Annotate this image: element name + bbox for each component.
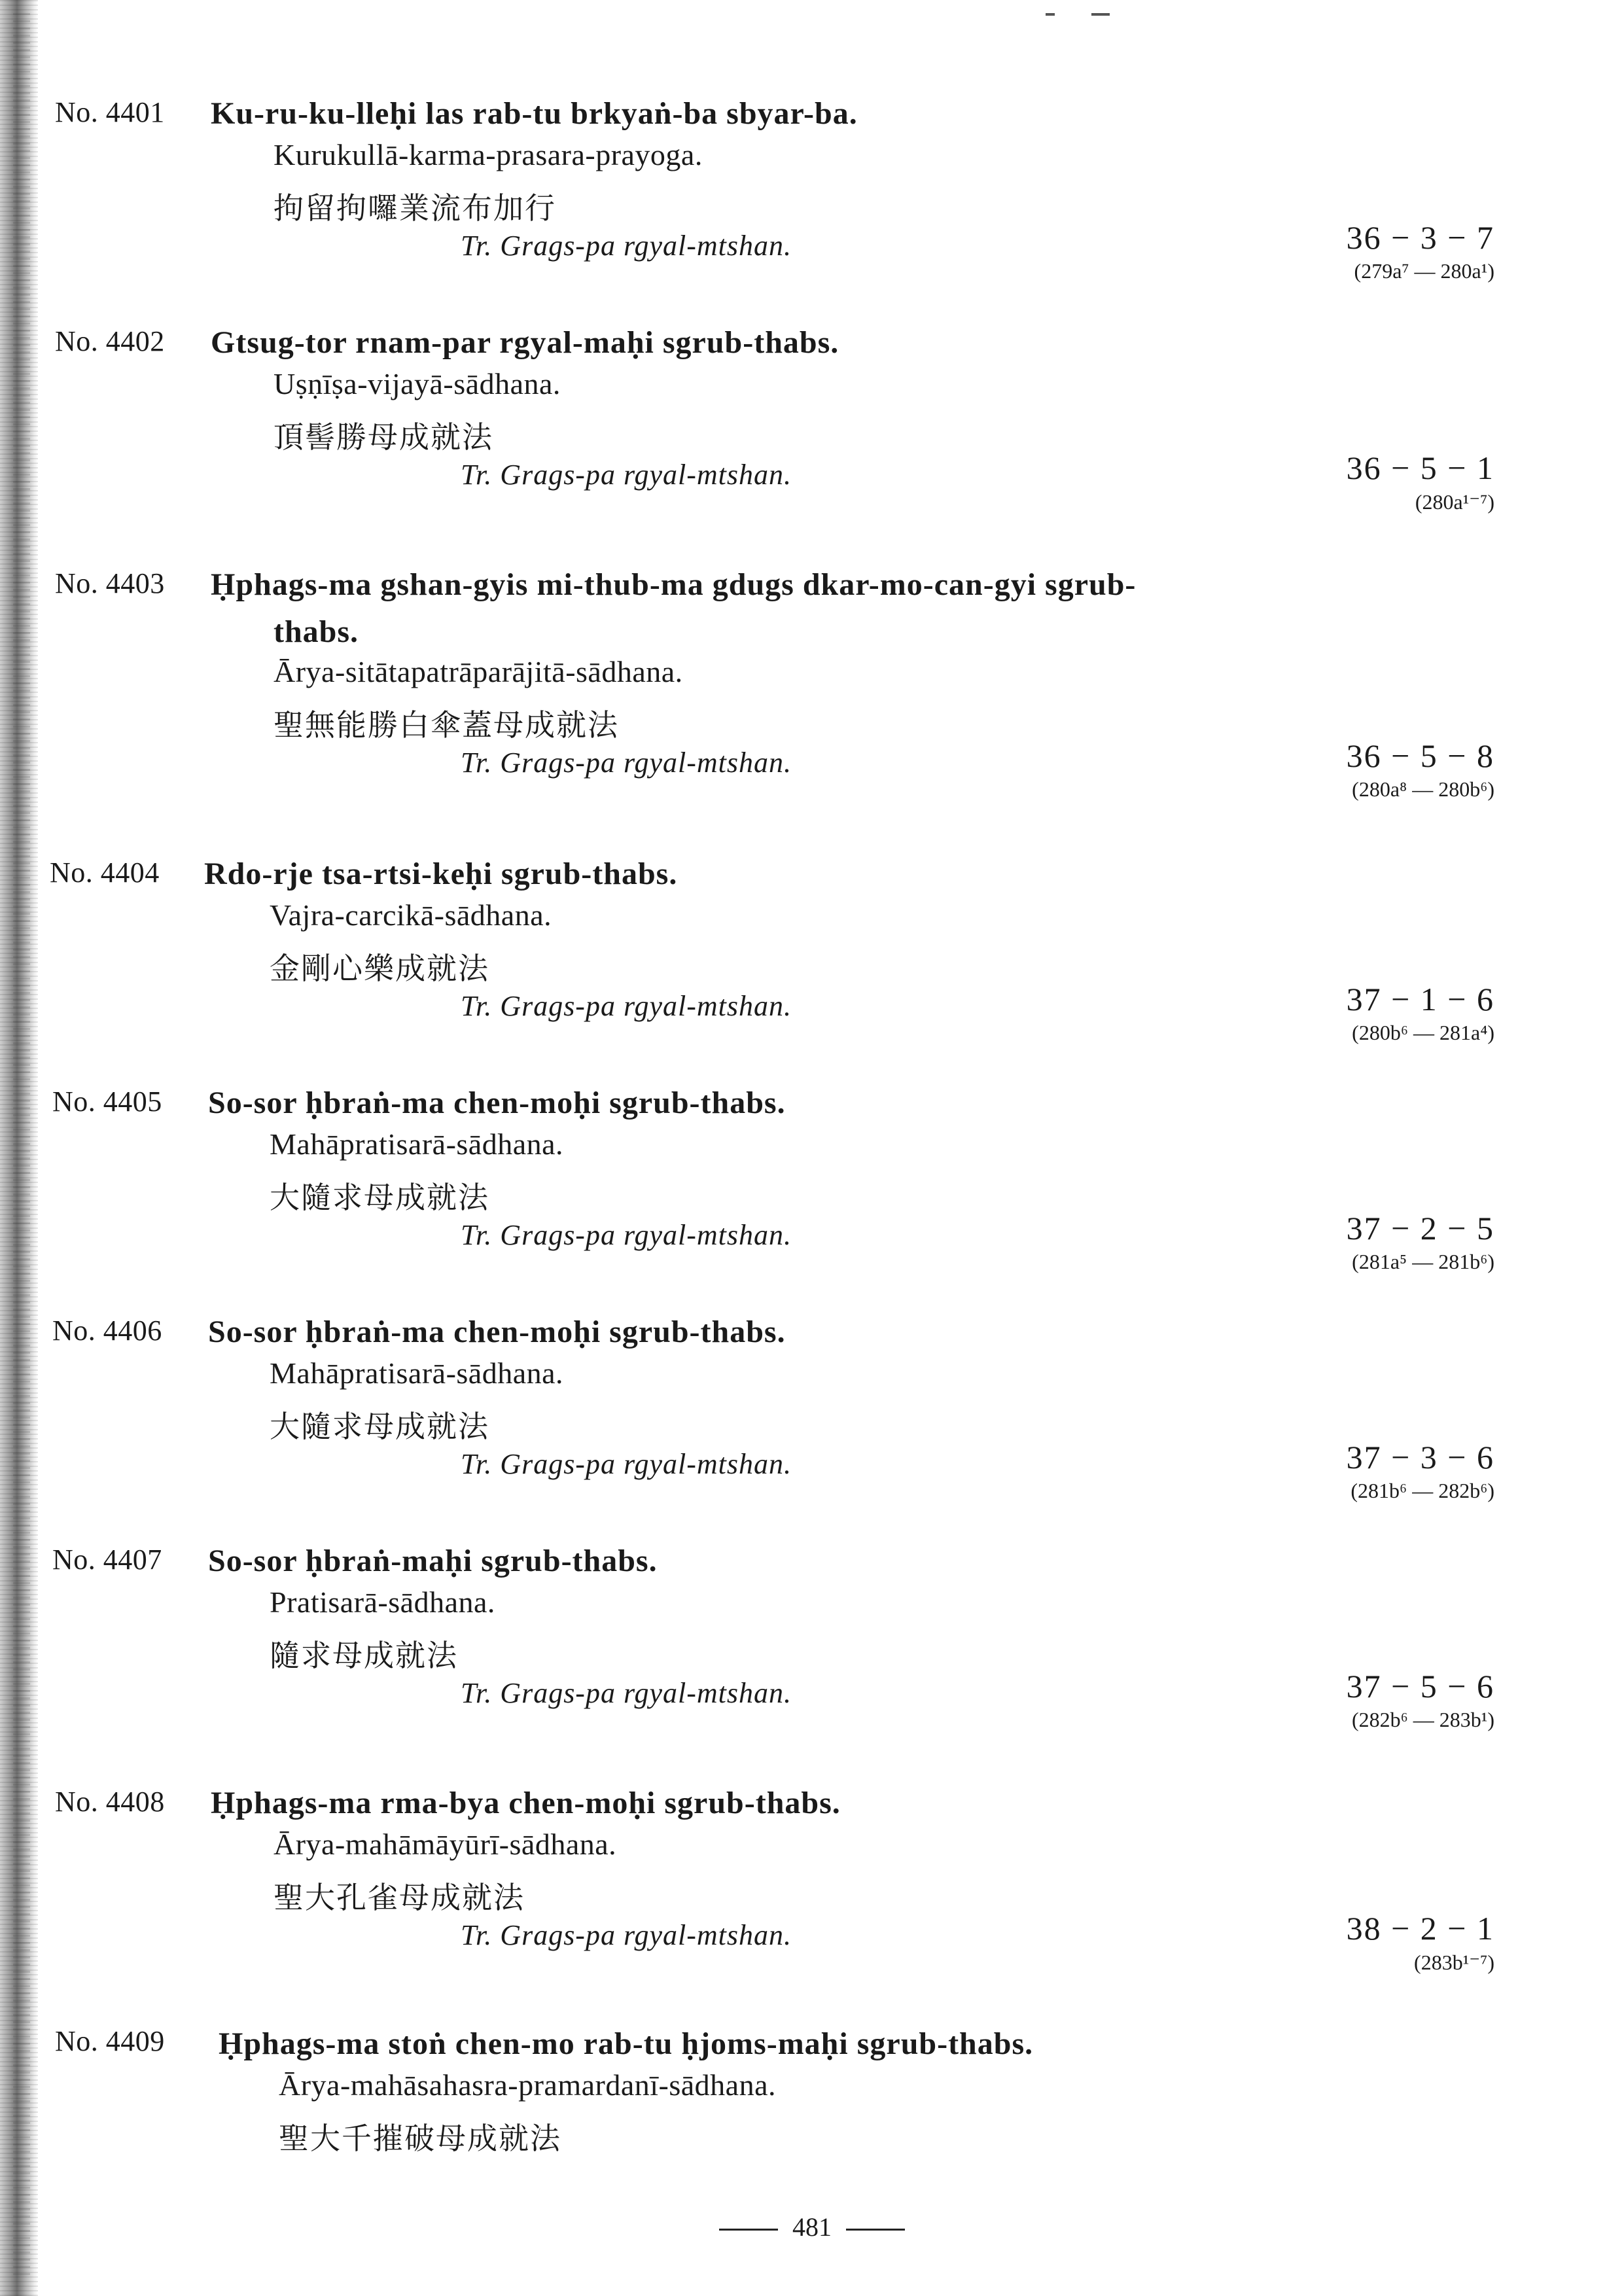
page-footer — [0, 2212, 1624, 2242]
chinese-title: 聖無能勝白傘蓋母成就法 — [274, 707, 619, 743]
tibetan-title: Ḥphags-ma stoṅ chen-mo rab-tu ḥjoms-maḥi sgrub-thabs. — [219, 2026, 1034, 2061]
translator: Tr. Grags-pa rgyal-mtshan. — [461, 990, 792, 1022]
translator: Tr. Grags-pa rgyal-mtshan. — [461, 1919, 792, 1951]
sanskrit-title: Pratisarā-sādhana. — [270, 1585, 495, 1619]
footer-dash-left — [719, 2229, 778, 2231]
folio-reference: (280a⁸ — 280b⁶) — [1352, 777, 1494, 801]
entry-number: No. 4408 — [55, 1786, 165, 1818]
tibetan-title-continued: thabs. — [274, 614, 359, 649]
volume-reference: 36 − 3 − 7 — [1346, 219, 1494, 256]
volume-reference: 37 − 1 − 6 — [1346, 981, 1494, 1017]
sanskrit-title: Ārya-sitātapatrāparājitā-sādhana. — [274, 655, 683, 688]
tibetan-title: Ḥphags-ma rma-bya chen-moḥi sgrub-thabs. — [211, 1786, 841, 1820]
folio-reference: (280a¹⁻⁷) — [1415, 490, 1494, 514]
tibetan-title: Rdo-rje tsa-rtsi-keḥi sgrub-thabs. — [204, 857, 678, 891]
sanskrit-title: Ārya-mahāsahasra-pramardanī-sādhana. — [279, 2068, 776, 2102]
chinese-title: 大隨求母成就法 — [270, 1409, 489, 1444]
folio-reference: (281a⁵ — 281b⁶) — [1352, 1250, 1494, 1273]
tibetan-title: Ku-ru-ku-lleḥi las rab-tu brkyaṅ-ba sbyar-ba. — [211, 96, 858, 131]
chinese-title: 隨求母成就法 — [270, 1638, 458, 1673]
chinese-title: 金剛心樂成就法 — [270, 951, 489, 986]
page-number: 481 — [792, 2212, 832, 2242]
sanskrit-title: Mahāpratisarā-sādhana. — [270, 1127, 564, 1161]
chinese-title: 聖大孔雀母成就法 — [274, 1880, 525, 1915]
translator: Tr. Grags-pa rgyal-mtshan. — [461, 1448, 792, 1480]
chinese-title: 頂髻勝母成就法 — [274, 419, 493, 455]
entry-number: No. 4409 — [55, 2025, 165, 2057]
volume-reference: 38 − 2 − 1 — [1346, 1910, 1494, 1947]
folio-reference: (279a⁷ — 280a¹) — [1354, 259, 1494, 283]
tibetan-title: So-sor ḥbraṅ-maḥi sgrub-thabs. — [208, 1544, 658, 1578]
tibetan-title: Gtsug-tor rnam-par rgyal-maḥi sgrub-thabs. — [211, 325, 839, 360]
folio-reference: (280b⁶ — 281a⁴) — [1352, 1021, 1494, 1044]
translator: Tr. Grags-pa rgyal-mtshan. — [461, 1219, 792, 1251]
chinese-title: 拘留拘囉業流布加行 — [274, 190, 556, 226]
translator: Tr. Grags-pa rgyal-mtshan. — [461, 230, 792, 262]
chinese-title: 聖大千摧破母成就法 — [279, 2121, 561, 2156]
chinese-title: 大隨求母成就法 — [270, 1180, 489, 1215]
sanskrit-title: Vajra-carcikā-sādhana. — [270, 898, 552, 932]
entry-number: No. 4401 — [55, 96, 165, 128]
entry-number: No. 4402 — [55, 325, 165, 357]
entry-number: No. 4406 — [52, 1315, 162, 1347]
folio-reference: (282b⁶ — 283b¹) — [1351, 1708, 1494, 1731]
volume-reference: 37 − 2 − 5 — [1346, 1210, 1494, 1246]
entry-number: No. 4407 — [52, 1544, 162, 1576]
sanskrit-title: Ārya-mahāmāyūrī-sādhana. — [274, 1828, 617, 1861]
entry-number: No. 4403 — [55, 567, 165, 599]
volume-reference: 37 − 5 − 6 — [1346, 1668, 1494, 1704]
tibetan-title: So-sor ḥbraṅ-ma chen-moḥi sgrub-thabs. — [208, 1315, 786, 1349]
entry-number: No. 4405 — [52, 1086, 162, 1118]
sanskrit-title: Kurukullā-karma-prasara-prayoga. — [274, 138, 703, 171]
sanskrit-title: Mahāpratisarā-sādhana. — [270, 1356, 564, 1390]
translator: Tr. Grags-pa rgyal-mtshan. — [461, 1677, 792, 1709]
tibetan-title: Ḥphags-ma gshan-gyis mi-thub-ma gdugs dkar-mo-can-gyi sgrub- — [211, 567, 1137, 602]
footer-dash-right — [846, 2229, 905, 2231]
volume-reference: 37 − 3 − 6 — [1346, 1439, 1494, 1475]
scan-edge-shadow — [0, 0, 38, 2296]
top-scan-marks — [1046, 8, 1124, 21]
folio-reference: (281b⁶ — 282b⁶) — [1350, 1479, 1494, 1502]
sanskrit-title: Uṣṇīṣa-vijayā-sādhana. — [274, 367, 561, 400]
folio-reference: (283b¹⁻⁷) — [1414, 1951, 1494, 1974]
tibetan-title: So-sor ḥbraṅ-ma chen-moḥi sgrub-thabs. — [208, 1086, 786, 1120]
volume-reference: 36 − 5 − 8 — [1346, 737, 1494, 774]
translator: Tr. Grags-pa rgyal-mtshan. — [461, 459, 792, 491]
volume-reference: 36 − 5 − 1 — [1346, 450, 1494, 486]
entry-number: No. 4404 — [50, 857, 160, 889]
translator: Tr. Grags-pa rgyal-mtshan. — [461, 747, 792, 779]
